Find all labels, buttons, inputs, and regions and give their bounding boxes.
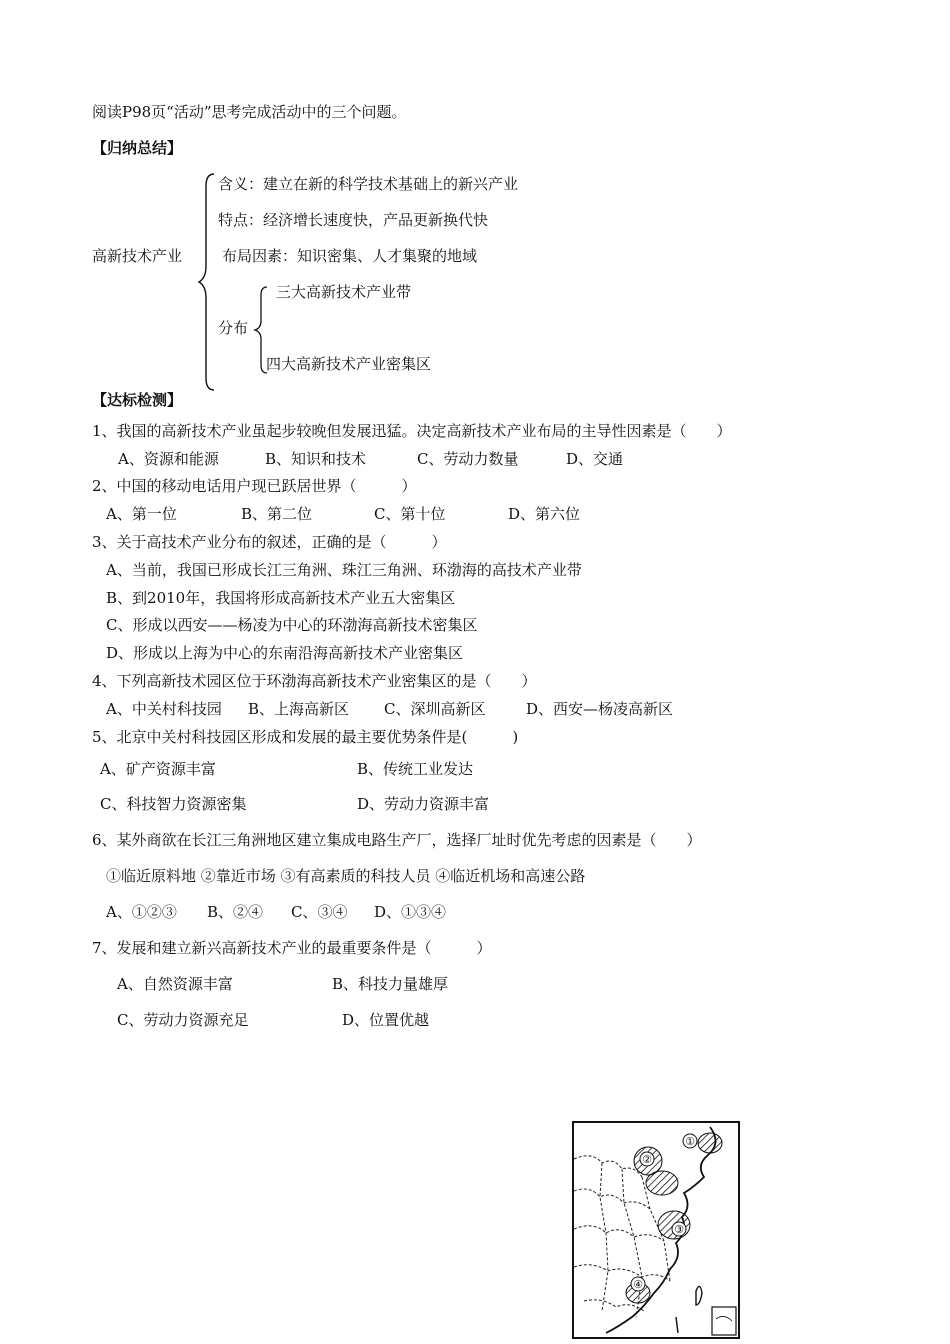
q1-option-c: C、劳动力数量: [417, 450, 519, 468]
q3-option-b: B、到2010年，我国将形成高新技术产业五大密集区: [106, 589, 456, 607]
q1-option-d: D、交通: [566, 450, 624, 468]
q6-option-d: D、①③④: [374, 903, 447, 921]
summary-heading: 【归纳总结】: [92, 139, 183, 157]
china-high-tech-zones-map: [572, 1121, 740, 1339]
q6-option-a: A、①②③: [106, 903, 177, 921]
q2-option-b: B、第二位: [241, 505, 313, 523]
q6-option-c: C、③④: [291, 903, 348, 921]
q5-option-d: D、劳动力资源丰富: [357, 795, 490, 813]
q5-option-b: B、传统工业发达: [357, 760, 474, 778]
q1-option-b: B、知识和技术: [265, 450, 367, 468]
question-2-stem: 2、中国的移动电话用户现已跃居世界（ ）: [92, 477, 417, 495]
q2-option-d: D、第六位: [508, 505, 581, 523]
summary-layout-factor: 布局因素：知识密集、人才集聚的地域: [222, 247, 478, 265]
q3-option-d: D、形成以上海为中心的东南沿海高新技术产业密集区: [106, 644, 464, 662]
summary-root: 高新技术产业: [92, 247, 183, 265]
q4-option-b: B、上海高新区: [248, 700, 350, 718]
question-5-stem: 5、北京中关村科技园区形成和发展的最主要优势条件是( ): [92, 728, 519, 746]
q7-option-a: A、自然资源丰富: [117, 975, 233, 993]
summary-distribution-label: 分布: [218, 319, 249, 337]
q2-option-a: A、第一位: [106, 505, 177, 523]
question-6-stem: 6、某外商欲在长江三角洲地区建立集成电路生产厂，选择厂址时优先考虑的因素是（ ）: [92, 831, 702, 849]
map-marker-3: ③: [674, 1223, 684, 1236]
q7-option-c: C、劳动力资源充足: [117, 1011, 249, 1029]
question-3-stem: 3、关于高技术产业分布的叙述，正确的是（ ）: [92, 533, 447, 551]
map-marker-2: ②: [642, 1153, 652, 1166]
q6-option-b: B、②④: [207, 903, 264, 921]
distribution-belts: 三大高新技术产业带: [276, 283, 412, 301]
q5-option-a: A、矿产资源丰富: [100, 760, 216, 778]
q3-option-a: A、当前，我国已形成长江三角洲、珠江三角洲、环渤海的高技术产业带: [106, 561, 582, 579]
test-heading: 【达标检测】: [92, 391, 183, 409]
q7-option-d: D、位置优越: [342, 1011, 430, 1029]
intro-text: 阅读P98页“活动”思考完成活动中的三个问题。: [92, 103, 407, 121]
q1-option-a: A、资源和能源: [118, 450, 219, 468]
question-7-stem: 7、发展和建立新兴高新技术产业的最重要条件是（ ）: [92, 939, 492, 957]
q4-option-d: D、西安—杨凌高新区: [526, 700, 674, 718]
summary-brace: [198, 172, 218, 392]
q4-option-a: A、中关村科技园: [106, 700, 222, 718]
q2-option-c: C、第十位: [374, 505, 446, 523]
summary-features: 特点：经济增长速度快，产品更新换代快: [218, 211, 489, 229]
q4-option-c: C、深圳高新区: [384, 700, 486, 718]
distribution-zones: 四大高新技术产业密集区: [266, 355, 432, 373]
map-marker-4: ④: [633, 1278, 643, 1291]
q6-factors: ①临近原料地 ②靠近市场 ③有高素质的科技人员 ④临近机场和高速公路: [106, 867, 586, 885]
summary-meaning: 含义：建立在新的科学技术基础上的新兴产业: [218, 175, 519, 193]
q7-option-b: B、科技力量雄厚: [332, 975, 449, 993]
q3-option-c: C、形成以西安——杨凌为中心的环渤海高新技术密集区: [106, 616, 478, 634]
map-marker-1: ①: [685, 1135, 695, 1148]
q5-option-c: C、科技智力资源密集: [100, 795, 247, 813]
question-4-stem: 4、下列高新技术园区位于环渤海高新技术产业密集区的是（ ）: [92, 672, 537, 690]
question-1-stem: 1、我国的高新技术产业虽起步较晚但发展迅猛。决定高新技术产业布局的主导性因素是（ ）: [92, 422, 732, 440]
